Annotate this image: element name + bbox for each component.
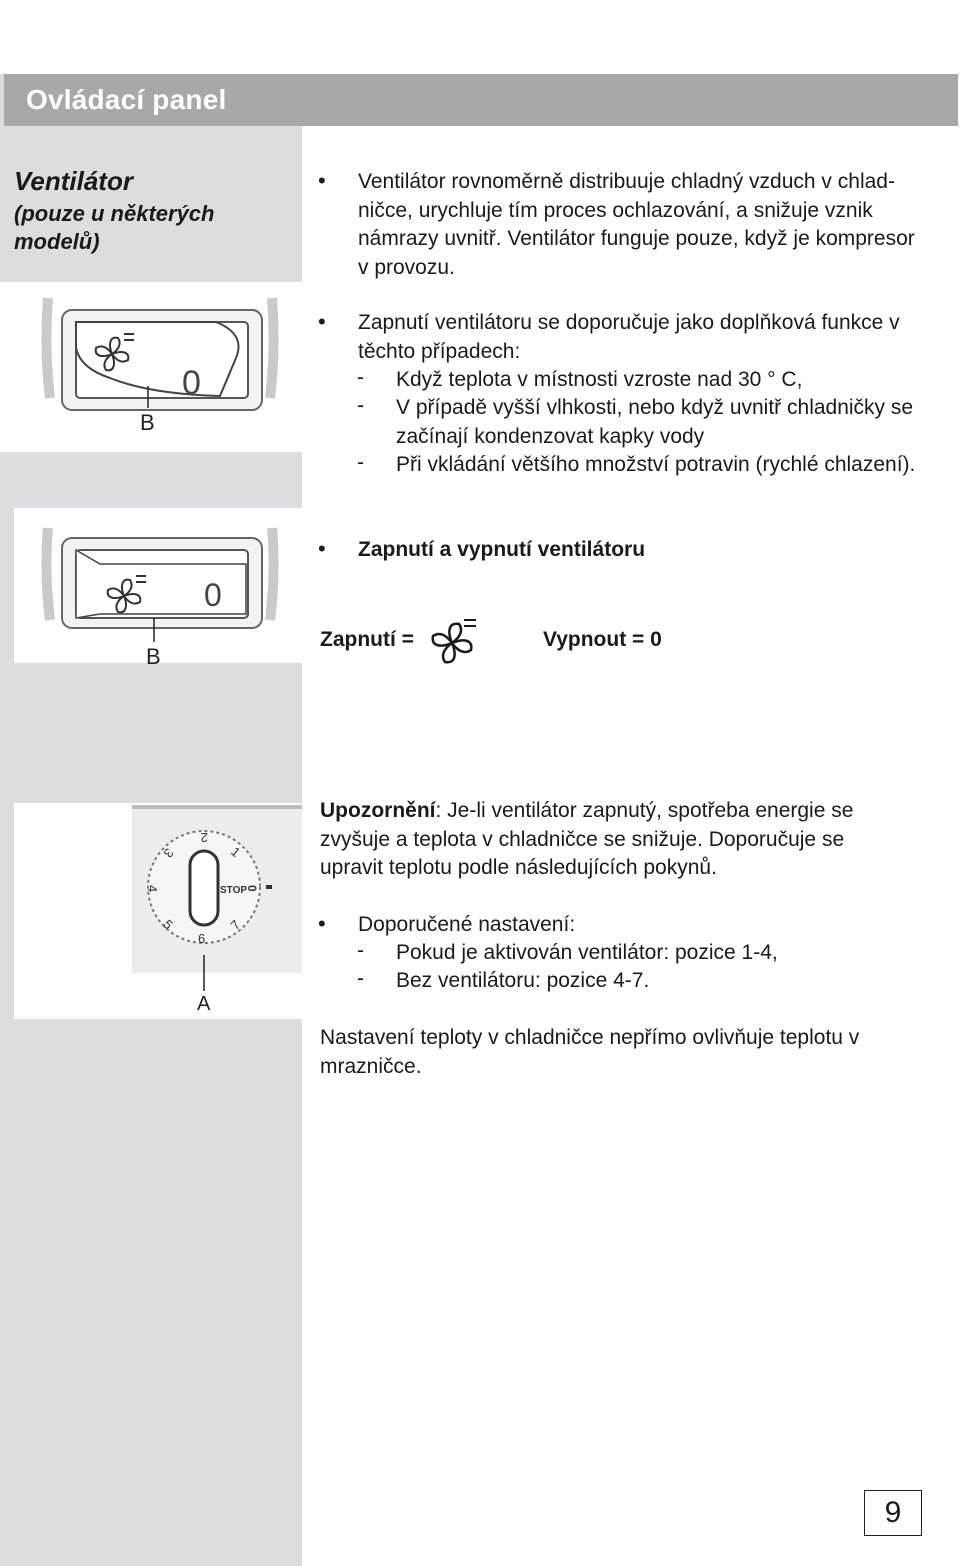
text-line: Zapnutí ventilátoru se doporučuje jako doplňková funkce v (358, 311, 900, 334)
recommended-heading: Doporučené nastavení: (358, 913, 576, 936)
fan-recommendation (358, 309, 950, 366)
text-line: Ventilátor rovnoměrně distribuuje chladný vzduch v chlad- (358, 170, 895, 193)
text-line: zvyšuje a teplota v chladničce se snižuje. Doporučuje se (320, 827, 845, 851)
bullet-icon: • (318, 309, 326, 334)
dial-number: 4 (145, 885, 160, 893)
bullet-icon: • (318, 536, 326, 561)
dash-icon: - (357, 366, 364, 389)
thermostat-dial-illustration (132, 805, 302, 1017)
text-line: Nastavení teploty v chladničce nepřímo ovlivňuje teplotu v (320, 1026, 860, 1049)
fan-description (358, 168, 950, 282)
text-line: začínají kondenzovat kapky vody (396, 424, 705, 448)
text-line: těchto případech: (358, 339, 521, 363)
section-heading-on-off: Zapnutí a vypnutí ventilátoru (358, 538, 646, 561)
warning-label: Upozornění (320, 799, 436, 822)
fan-icon (428, 616, 480, 668)
dash-icon: - (357, 939, 364, 962)
dash-icon: - (357, 451, 364, 474)
sidebar-title: Ventilátor (14, 166, 133, 196)
warning-text: : Je-li ventilátor zapnutý, spotřeba energie se (435, 799, 854, 822)
fan-switch-illustration-off (40, 288, 280, 448)
callout-label-b: B (140, 410, 155, 435)
dash-item: Bez ventilátoru: pozice 4-7. (396, 969, 650, 992)
dash-item (396, 394, 956, 451)
sidebar-subtitle (14, 200, 274, 256)
page-number: 9 (864, 1490, 922, 1536)
page-title: Ovládací panel (26, 84, 227, 115)
dial-number: 2 (200, 830, 208, 845)
dial-number: 5 (160, 916, 176, 933)
text-line: v provozu. (358, 255, 455, 279)
dial-number: 6 (198, 931, 206, 946)
text-line: V případě vyšší vlhkosti, nebo když uvnitř chladničky se (396, 396, 914, 419)
warning-paragraph (320, 797, 948, 883)
dash-item: Když teplota v místnosti vzroste nad 30 ° C, (396, 368, 803, 391)
off-position-label: 0 (182, 364, 201, 402)
dash-item: Pokud je aktivován ventilátor: pozice 1-4, (396, 941, 778, 964)
text-line (320, 797, 948, 826)
on-label: Zapnutí = (320, 628, 414, 651)
dial-stop-label: STOP (220, 885, 248, 896)
dash-icon: - (357, 967, 364, 990)
text-line: ničce, urychluje tím proces ochlazování, a snižuje vznik (358, 198, 873, 222)
final-note (320, 1024, 950, 1081)
bullet-icon: • (318, 911, 326, 936)
text-line: mrazničce. (320, 1054, 422, 1078)
callout-label-b: B (146, 644, 161, 669)
dial-zero: 0 (245, 885, 259, 892)
dash-item: Při vkládání většího množství potravin (rychlé chlazení). (396, 453, 916, 476)
fan-switch-illustration-on (40, 520, 280, 670)
dial-number: 3 (160, 845, 177, 861)
off-position-label: 0 (204, 577, 222, 613)
text-line: námrazy uvnitř. Ventilátor funguje pouze, když je kompresor (358, 227, 915, 250)
text-line: upravit teplotu podle následujících pokynů. (320, 856, 717, 879)
dial-number: 1 (228, 843, 244, 860)
sidebar-subtitle-line: modelů) (14, 229, 100, 254)
callout-label-a: A (197, 993, 211, 1015)
off-label: Vypnout = 0 (543, 628, 662, 651)
sidebar-illustration-area (0, 0, 302, 74)
dash-icon: - (357, 394, 364, 417)
sidebar-subtitle-line: (pouze u některých (14, 201, 215, 226)
dial-number: 7 (227, 917, 244, 933)
bullet-icon: • (318, 168, 326, 193)
